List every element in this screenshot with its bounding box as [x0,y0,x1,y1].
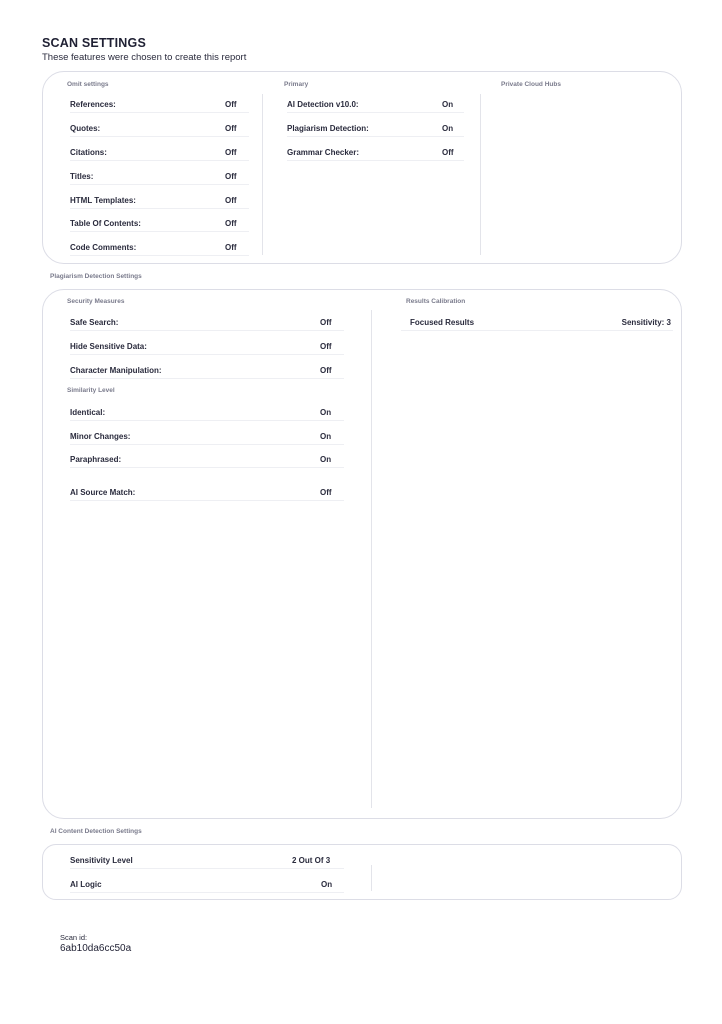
omit-row-citations [70,144,249,161]
setting-value: Off [320,366,332,375]
omit-row-titles [70,168,249,185]
setting-label: Hide Sensitive Data: [70,342,147,351]
page-subtitle: These features were chosen to create this report [42,52,247,63]
setting-value: Off [320,342,332,351]
omit-settings-heading: Omit settings [67,81,109,88]
scan-id-value: 6ab10da6cc50a [60,943,132,954]
primary-heading: Primary [284,81,309,88]
ai-row-sensitivity-level [70,852,344,869]
plagiarism-settings-card [42,289,682,819]
column-divider [371,865,372,891]
setting-value: On [320,432,332,441]
setting-value: On [320,408,332,417]
private-cloud-hubs-heading: Private Cloud Hubs [501,81,561,88]
plagiarism-section-label: Plagiarism Detection Settings [50,273,142,280]
setting-label: Paraphrased: [70,455,122,464]
setting-label: Citations: [70,148,107,157]
omit-row-references [70,96,249,113]
setting-label: Safe Search: [70,318,119,327]
setting-value: On [321,880,333,889]
page-title: SCAN SETTINGS [42,36,146,50]
setting-label: Character Manipulation: [70,366,162,375]
setting-value: Sensitivity: 3 [621,318,671,327]
setting-label: Quotes: [70,124,101,133]
similarity-level-heading: Similarity Level [67,387,115,394]
setting-value: Off [320,318,332,327]
setting-label: Minor Changes: [70,432,131,441]
results-row-focused-results [401,314,673,331]
setting-value: Off [225,124,237,133]
setting-value: Off [442,148,454,157]
setting-value: Off [225,148,237,157]
similarity-row-minor-changes [70,428,344,445]
scan-settings-card [42,71,682,264]
setting-label: AI Source Match: [70,488,136,497]
omit-row-quotes [70,120,249,137]
omit-row-code-comments [70,239,249,256]
ai-row-ai-logic [70,876,344,893]
setting-label: Grammar Checker: [287,148,360,157]
setting-value: Off [225,100,237,109]
security-row-hide-sensitive-data [70,338,344,355]
similarity-row-identical [70,404,344,421]
setting-value: Off [225,219,237,228]
setting-label: Code Comments: [70,243,137,252]
setting-label: Focused Results [410,318,475,327]
setting-label: HTML Templates: [70,196,136,205]
setting-value: Off [225,196,237,205]
setting-label: AI Logic [70,880,102,889]
setting-value: 2 Out Of 3 [292,856,331,865]
setting-label: Table Of Contents: [70,219,141,228]
ai-content-section-label: AI Content Detection Settings [50,828,142,835]
setting-label: AI Detection v10.0: [287,100,359,109]
setting-value: On [320,455,332,464]
primary-row-ai-detection [287,96,464,113]
results-calibration-heading: Results Calibration [406,298,466,305]
omit-row-table-of-contents [70,215,249,232]
setting-value: Off [225,243,237,252]
setting-value: On [442,124,454,133]
setting-value: Off [225,172,237,181]
scan-id-label: Scan id: [60,933,88,942]
primary-row-grammar-checker [287,144,464,161]
column-divider [262,94,263,255]
ai-content-settings-card [42,844,682,900]
omit-row-html-templates [70,192,249,209]
setting-label: References: [70,100,116,109]
security-row-character-manipulation [70,362,344,379]
ai-source-match-row [70,484,344,501]
setting-label: Plagiarism Detection: [287,124,369,133]
primary-row-plagiarism-detection [287,120,464,137]
setting-value: On [442,100,454,109]
column-divider [480,94,481,255]
setting-value: Off [320,488,332,497]
security-measures-heading: Security Measures [67,298,125,305]
similarity-row-paraphrased [70,451,344,468]
setting-label: Identical: [70,408,106,417]
setting-label: Titles: [70,172,94,181]
setting-label: Sensitivity Level [70,856,133,865]
security-row-safe-search [70,314,344,331]
column-divider [371,310,372,808]
